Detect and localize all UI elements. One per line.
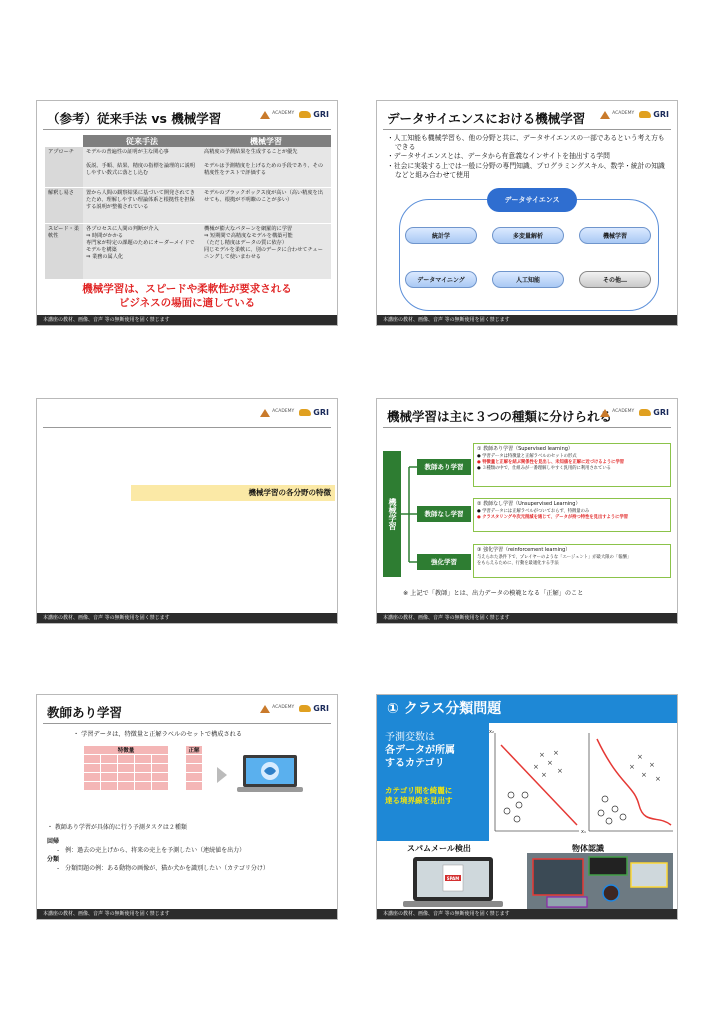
academy-logo: ACADEMY (600, 409, 634, 417)
gri-logo: GRI (299, 704, 329, 713)
bullet: ・ 学習データは、特徴量と正解ラベルのセットで構成される (73, 731, 243, 738)
desc-supervised: ① 教師あり学習（Supervised learning） ● 学習データは特徴量と正解ラベルのセットの形式 ● 特徴量と正解を結ぶ関係性を見出し、未知値を正解に近づけるように学習 ● ３種類の中で、仕組みが一番理解しやすく汎用的に利用されている (473, 443, 671, 487)
academy-logo: ACADEMY (260, 111, 294, 119)
desc-reinforcement: ③ 強化学習（reinforcement learning） 与えられた条件下で、プレイヤーのような「エージェント」が最大限の「報酬」 をもらえるために、行動を最適化する手法 (473, 544, 671, 578)
svg-text:x₁: x₁ (581, 829, 586, 835)
logos (600, 110, 669, 119)
spam-caption: スパムメール検出 (407, 844, 471, 853)
object-caption: 物体認識 (572, 844, 604, 853)
slide-title: （参考）従来手法 vs 機械学習 (47, 111, 222, 126)
comparison-table (45, 135, 331, 280)
type-supervised: 教師あり学習 (417, 459, 471, 475)
table-cell: 置から人間の観察結果に基づいて開発されてきたため、理解しやすい理論体系と根拠性を担保する説明が整備されている (83, 187, 201, 223)
bear-icon (299, 705, 311, 712)
bear-icon (639, 409, 651, 416)
academy-logo: ACADEMY (260, 409, 294, 417)
field-pill: 多変量解析 (492, 227, 564, 244)
classification-panel: 予測変数は 各データが所属 するカテゴリ カテゴリ間を綺麗に 達る境界線を見出す (377, 723, 489, 841)
svg-text:×: × (637, 753, 643, 761)
divider (43, 129, 331, 130)
svg-text:×: × (553, 749, 559, 757)
row-header: アプローチ (45, 147, 83, 187)
table-cell: モデルのブラックボックス度が高い（高い精度を出せても、根拠が不明瞭のことが多い） (201, 187, 331, 223)
column-header: 機械学習 (201, 135, 331, 147)
svg-text:×: × (641, 771, 647, 779)
gri-logo: GRI (299, 110, 329, 119)
svg-text:×: × (539, 751, 545, 759)
footer: 本講座の教材、画像、音声 等の無断使用を固く禁じます (377, 315, 677, 325)
bear-icon (639, 111, 651, 118)
answer-header: 正解 (186, 746, 203, 755)
gri-logo: GRI (639, 110, 669, 119)
svg-text:×: × (533, 763, 539, 771)
triangle-icon (260, 705, 270, 713)
svg-text:SPAM: SPAM (446, 876, 460, 881)
logos (600, 408, 669, 417)
data-science-label: データサイエンス (487, 188, 577, 212)
field-pill: 統計学 (405, 227, 477, 244)
footer: 本講座の教材、画像、音声 等の無断使用を固く禁じます (37, 315, 337, 325)
section-title: 機械学習の各分野の特徴 (131, 485, 335, 501)
slide-section-title (36, 398, 338, 624)
table-cell: 各プロセスに人間の判断が介入 ⇒ 時間がかかる 専門家が特定の課題のためにオーダーメイドでモデルを構築 ⇒ 業務の属人化 (83, 223, 201, 279)
field-pill: 人工知能 (492, 271, 564, 288)
triangle-icon (260, 111, 270, 119)
slide-supervised-learning (36, 694, 338, 920)
gri-logo: GRI (639, 408, 669, 417)
ml-root-box: 機械学習 (383, 451, 401, 577)
divider (43, 427, 331, 428)
triangle-icon (600, 111, 610, 119)
bear-icon (299, 111, 311, 118)
type-reinforcement: 強化学習 (417, 554, 471, 570)
triangle-icon (600, 409, 610, 417)
footer: 本講座の教材、画像、音声 等の無断使用を固く禁じます (377, 909, 677, 919)
bear-icon (299, 409, 311, 416)
logos (260, 110, 329, 119)
field-pill: 機械学習 (579, 227, 651, 244)
divider (383, 427, 671, 428)
slide-title: ① クラス分類問題 (377, 695, 677, 723)
type-unsupervised: 教師なし学習 (417, 506, 471, 522)
academy-logo: ACADEMY (260, 705, 294, 713)
laptop-brain-icon (233, 751, 307, 799)
svg-text:×: × (649, 761, 655, 769)
slide-title: データサイエンスにおける機械学習 (387, 111, 586, 126)
note: ※ 上記で「教師」とは、出力データの模範となる「正解」のこと (403, 590, 584, 597)
svg-text:×: × (655, 775, 661, 783)
logos (260, 704, 329, 713)
slide-classification (376, 694, 678, 920)
slide-ml-types (376, 398, 678, 624)
row-header: スピード・柔軟性 (45, 223, 83, 279)
svg-text:×: × (547, 759, 553, 767)
field-pill: データマイニング (405, 271, 477, 288)
field-pill: その他… (579, 271, 651, 288)
slide-traditional-vs-ml (36, 100, 338, 326)
row-header: 解釈し易さ (45, 187, 83, 223)
svg-text:x₂: x₂ (489, 729, 494, 735)
table-row (45, 223, 331, 279)
divider (383, 129, 671, 130)
desc-unsupervised: ② 教師なし学習（Unsupervised Learning） ● 学習データには正解ラベルがついておらず、特徴量のみ ● クラスタリングや次元削減を通じて、データが持つ特性を見出すように学習 (473, 498, 671, 532)
list-item: ・社会に実装する上では一般に分野の専門知識、プログラミングスキル、数学・統計の知識などと組み合わせて使用 (387, 161, 665, 179)
slide-data-science (376, 100, 678, 326)
conclusion: 機械学習は、スピードや柔軟性が要求される ビジネスの場面に適している (82, 283, 292, 309)
svg-text:×: × (541, 771, 547, 779)
slide-title: 教師あり学習 (47, 705, 123, 720)
list-item: ・データサイエンスとは、データから有意義なインサイトを抽出する学問 (387, 152, 610, 161)
features-header: 特徴量 (84, 746, 169, 755)
gri-logo: GRI (299, 408, 329, 417)
footer: 本講座の教材、画像、音声 等の無断使用を固く禁じます (377, 613, 677, 623)
scatter-illustrations (489, 725, 677, 841)
academy-logo: ACADEMY (600, 111, 634, 119)
table-cell: 高精度の予測結果を生成することが優先 モデルは予測精度を上げるための手段であり、その精度性をテストで評価する (201, 147, 331, 187)
list-item: ・人工知能も機械学習も、他の分野と共に、データサイエンスの一部であるという考え方もできる (387, 134, 665, 152)
footer: 本講座の教材、画像、音声 等の無断使用を固く禁じます (37, 909, 337, 919)
slide-title: 機械学習は主に３つの種類に分けられる (387, 409, 613, 424)
table-cell: 機械が膨大なパターンを網羅的に学習 ⇒ 短期間で高精度なモデルを構築可能 （ただし精度はデータの質に依存） 同じモデルを柔軟に、別のデータに合わせてチューニングして使いまわせる (201, 223, 331, 279)
triangle-icon (260, 409, 270, 417)
footer: 本講座の教材、画像、音声 等の無断使用を固く禁じます (37, 613, 337, 623)
tasks-text: ・ 教師あり学習が具体的に行う予測タスクは２種類 回帰 - 例：過去の売上げから、将来の売上を予測したい（連続値を出力） 分類 - 分類問題の例：ある動物の画像が、猫か犬かを識別したい（カテゴリ分け） (47, 824, 269, 872)
bullet-list (387, 134, 667, 180)
arrow-icon (217, 767, 227, 783)
spam-laptop-icon (403, 855, 503, 911)
object-recognition-photo (527, 853, 673, 911)
logos (260, 408, 329, 417)
table-row (45, 187, 331, 223)
column-header: 従来手法 (83, 135, 201, 147)
data-table-illustration (83, 745, 203, 791)
svg-text:×: × (629, 763, 635, 771)
table-cell: モデルの普遍性の証明が主な関心事 仮説、手順、結果、精度の指標を論理的に説明しやすい数式に落とし込む (83, 147, 201, 187)
table-row (45, 147, 331, 187)
data-science-oval (399, 199, 659, 311)
divider (43, 723, 331, 724)
svg-text:×: × (557, 767, 563, 775)
